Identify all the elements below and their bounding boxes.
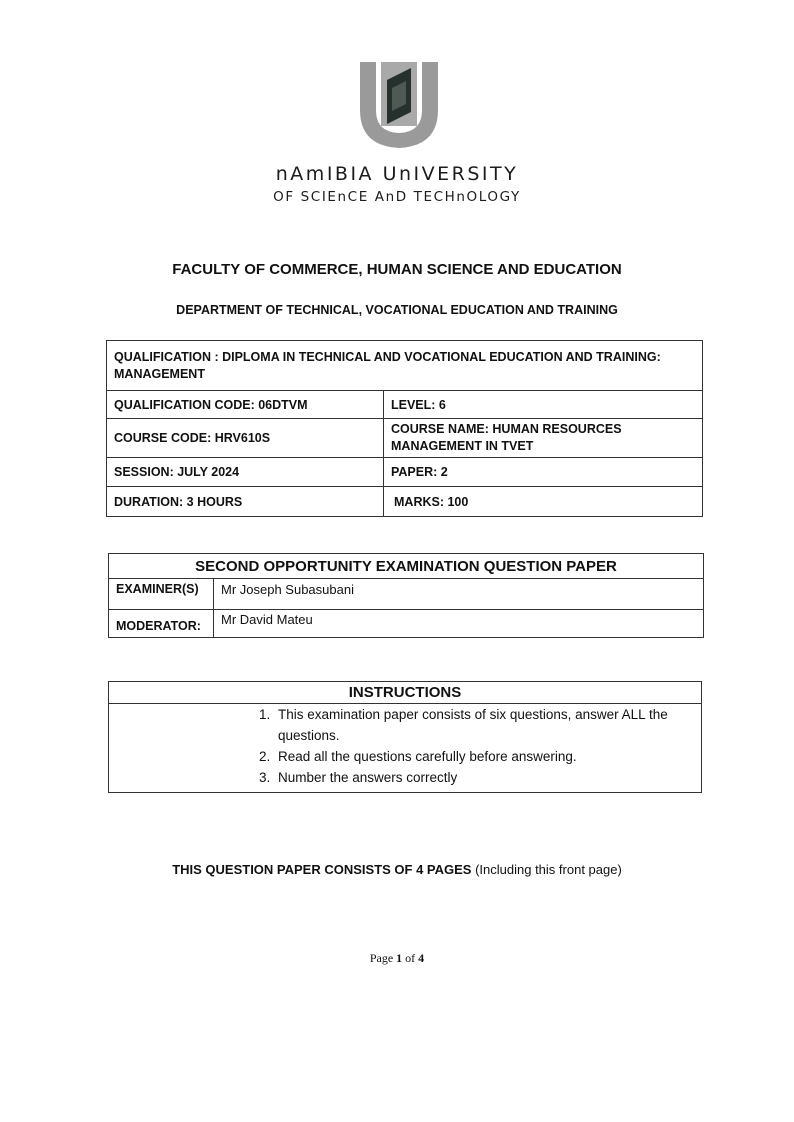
qualification-code-cell: QUALIFICATION CODE: 06DTVM bbox=[107, 391, 384, 419]
page-middle: of bbox=[402, 951, 419, 965]
instructions-list bbox=[109, 704, 701, 792]
moderator-value: Mr David Mateu bbox=[214, 610, 704, 638]
page-prefix: Page bbox=[369, 951, 397, 965]
instruction-item: 2. Read all the questions carefully before answering. bbox=[274, 746, 701, 767]
university-logo bbox=[356, 58, 442, 150]
faculty-heading: FACULTY OF COMMERCE, HUMAN SCIENCE AND EDUCATION bbox=[172, 261, 622, 278]
qualification-table bbox=[106, 340, 703, 517]
marks-cell: MARKS: 100 bbox=[384, 487, 703, 517]
department-heading: DEPARTMENT OF TECHNICAL, VOCATIONAL EDUCATION AND TRAINING bbox=[176, 303, 618, 317]
course-code-cell: COURSE CODE: HRV610S bbox=[107, 419, 384, 458]
page-count-normal: (Including this front page) bbox=[471, 862, 622, 877]
moderator-label: MODERATOR: bbox=[109, 610, 214, 638]
page-number bbox=[0, 951, 794, 966]
page-current: 1 bbox=[396, 951, 403, 965]
qualification-cell: QUALIFICATION : DIPLOMA IN TECHNICAL AND VOCATIONAL EDUCATION AND TRAINING: MANAGEMENT bbox=[107, 341, 703, 391]
paper-cell: PAPER: 2 bbox=[384, 458, 703, 487]
examiner-label: EXAMINER(S) bbox=[109, 579, 214, 610]
instructions-body bbox=[109, 704, 702, 793]
instructions-table bbox=[108, 681, 702, 793]
examiner-value: Mr Joseph Subasubani bbox=[214, 579, 704, 610]
session-cell: SESSION: JULY 2024 bbox=[107, 458, 384, 487]
university-name-line2: OF SCIEnCE AnD TECHnOLOGY bbox=[273, 189, 521, 205]
course-name-cell: COURSE NAME: HUMAN RESOURCES MANAGEMENT IN TVET bbox=[384, 419, 703, 458]
instruction-item: 3. Number the answers correctly bbox=[274, 767, 701, 788]
level-cell: LEVEL: 6 bbox=[384, 391, 703, 419]
page-count-bold: THIS QUESTION PAPER CONSISTS OF 4 PAGES bbox=[172, 862, 472, 877]
university-name-line1: nAmIBIA UnIVERSITY bbox=[275, 163, 519, 185]
duration-cell: DURATION: 3 HOURS bbox=[107, 487, 384, 517]
page-total: 4 bbox=[418, 951, 425, 965]
instruction-item: 1. This examination paper consists of six questions, answer ALL the questions. bbox=[274, 704, 701, 746]
examination-table bbox=[108, 553, 704, 638]
instructions-title: INSTRUCTIONS bbox=[109, 682, 702, 704]
page-count-note bbox=[0, 862, 794, 877]
exam-paper-title: SECOND OPPORTUNITY EXAMINATION QUESTION PAPER bbox=[109, 554, 704, 579]
